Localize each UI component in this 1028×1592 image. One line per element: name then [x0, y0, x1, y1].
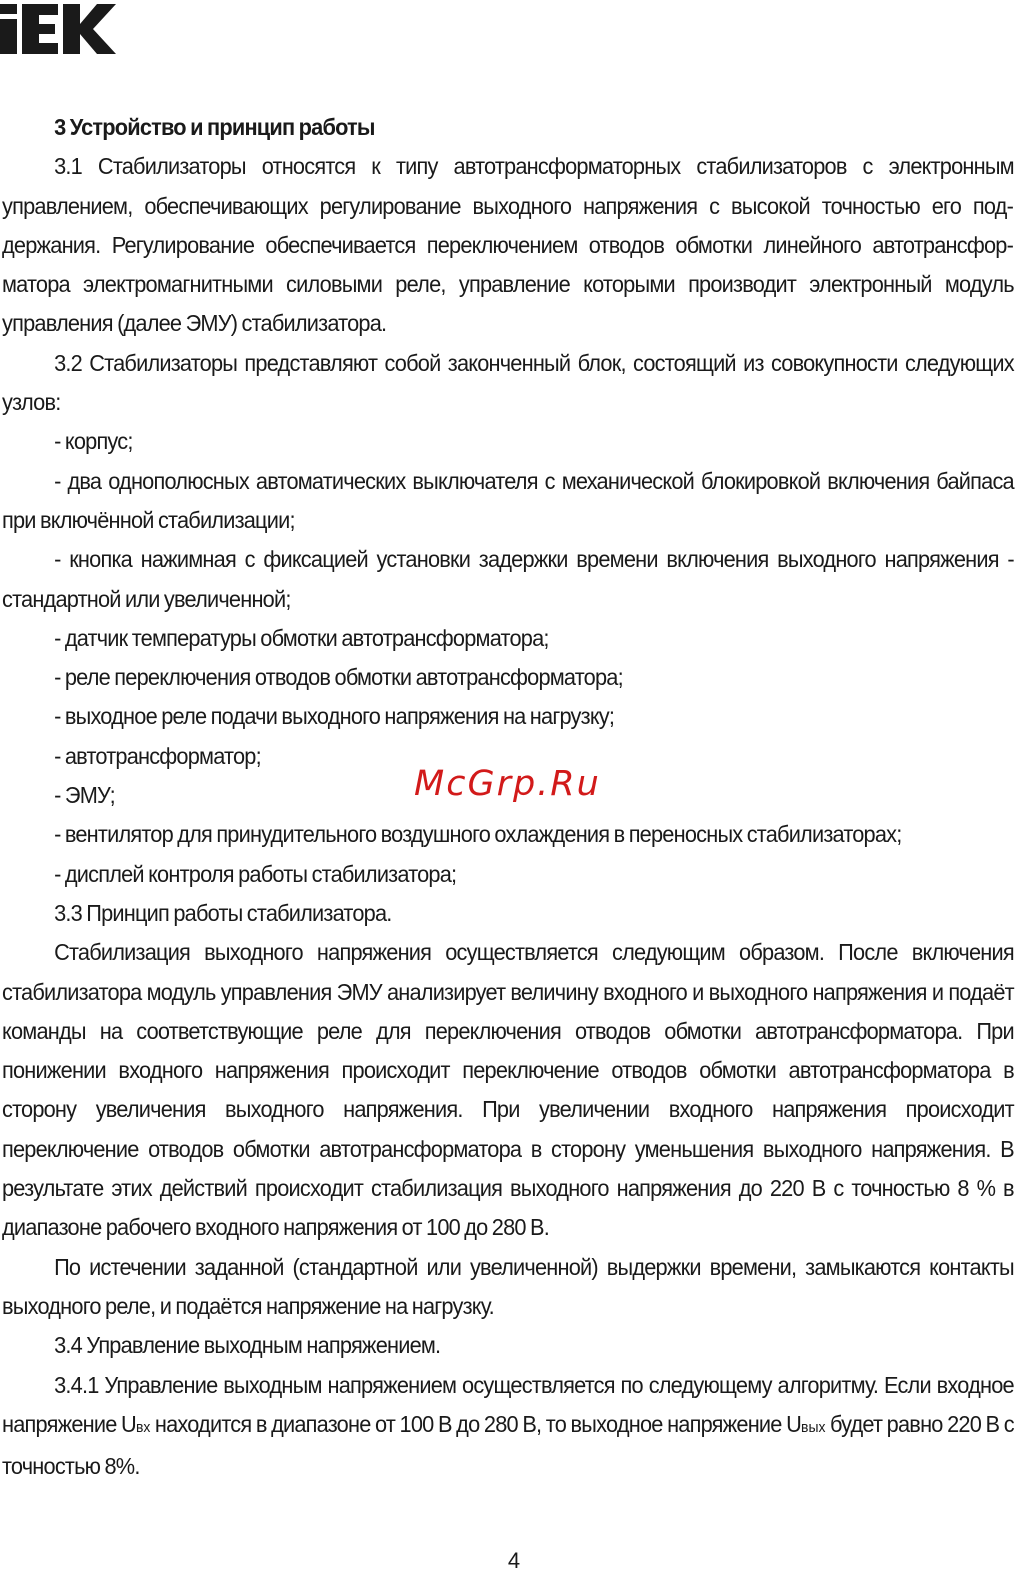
iek-logo-mark: [0, 4, 116, 54]
watermark-text: McGrp.Ru: [414, 764, 601, 804]
uin-subscript: вх: [135, 1418, 151, 1436]
list-item: - реле переключения отводов обмотки автотрансформатора;: [54, 664, 623, 691]
paragraph-3-4-1-start: 3.4.1 Управление выходным напряжением осуществляется по следующему алгоритму. Если входное напряжение U: [2, 1371, 1014, 1437]
paragraph-3-3: 3.3 Принцип работы стабилизатора.: [54, 899, 392, 926]
uout-subscript: вых: [801, 1418, 826, 1436]
paragraph-3-2: 3.2 Стабилизаторы представляют собой законченный блок, состоящий из совокупности следующих узлов:: [2, 349, 1014, 416]
list-item: - выходное реле подачи выходного напряжения на нагрузку;: [54, 703, 615, 730]
list-item: - корпус;: [54, 428, 133, 455]
paragraph-3-4-1-middle: находится в диапазоне от 100 В до 280 В, то выходное напряжение U: [150, 1410, 802, 1437]
delay-paragraph: По истечении заданной (стандартной или увеличенной) выдержки времени, замыкаются контакты выходного реле, и подаётся напряжение на нагрузку.: [2, 1253, 1014, 1319]
list-item: - дисплей контроля работы стабилизатора;: [54, 860, 457, 887]
paragraph-3-1: 3.1 Стабилизаторы относятся к типу автотрансформаторных стабилизаторов с электронным управлением, обеспечивающих регулирование выходного напряжения с высокой точностью его поддержания. Регулирование обеспечивается переключением отводов обмотки линейного автотрансформатора электромагнитными силовыми реле, управление которыми производит электронный модуль управления (далее ЭМУ) стабилизатора.: [2, 153, 1014, 337]
paragraph-3-4-1-end: будет равно 220 В с точностью 8%.: [2, 1410, 1014, 1480]
list-item: - два однополюсных автоматических выключателя с механической блокировкой включения байпаса при включённой стабилизации;: [2, 467, 1014, 533]
list-item: - автотрансформатор;: [54, 742, 261, 769]
iek-logo: [0, 4, 116, 54]
list-item: - датчик температуры обмотки автотрансформатора;: [54, 624, 549, 651]
section-heading: 3 Устройство и принцип работы: [54, 114, 375, 140]
paragraph-3-4-1: [2, 1366, 1014, 1487]
page-number: 4: [507, 1548, 521, 1573]
list-item: - ЭМУ;: [54, 782, 115, 809]
stabilization-paragraph: Стабилизация выходного напряжения осуществляется следующим образом. После включения стабилизатора модуль управления ЭМУ анализирует величину входного и выходного напряжения и подаёт команды на соответствующие реле для переключения отводов обмотки автотрансформатора. При понижении входного напряжения происходит переключение отводов обмотки автотрансформатора в сторону увеличения выходного напряжения. При увеличении входного напряжения происходит переключение отводов обмотки автотрансформатора в сторону уменьшения выходного напряжения. В результате этих действий происходит стабилизация выходного напряжения до 220 В с точностью 8 % в диапазоне рабочего входного напряжения от 100 до 280 В.: [2, 939, 1014, 1241]
paragraph-3-4: 3.4 Управление выходным напряжением.: [54, 1332, 441, 1359]
list-item: - кнопка нажимная с фиксацией установки задержки времени включения выходного напряжения - стандартной или увеличенной;: [2, 546, 1014, 612]
list-item: - вентилятор для принудительного воздушного охлаждения в переносных стабилизаторах;: [54, 821, 902, 848]
